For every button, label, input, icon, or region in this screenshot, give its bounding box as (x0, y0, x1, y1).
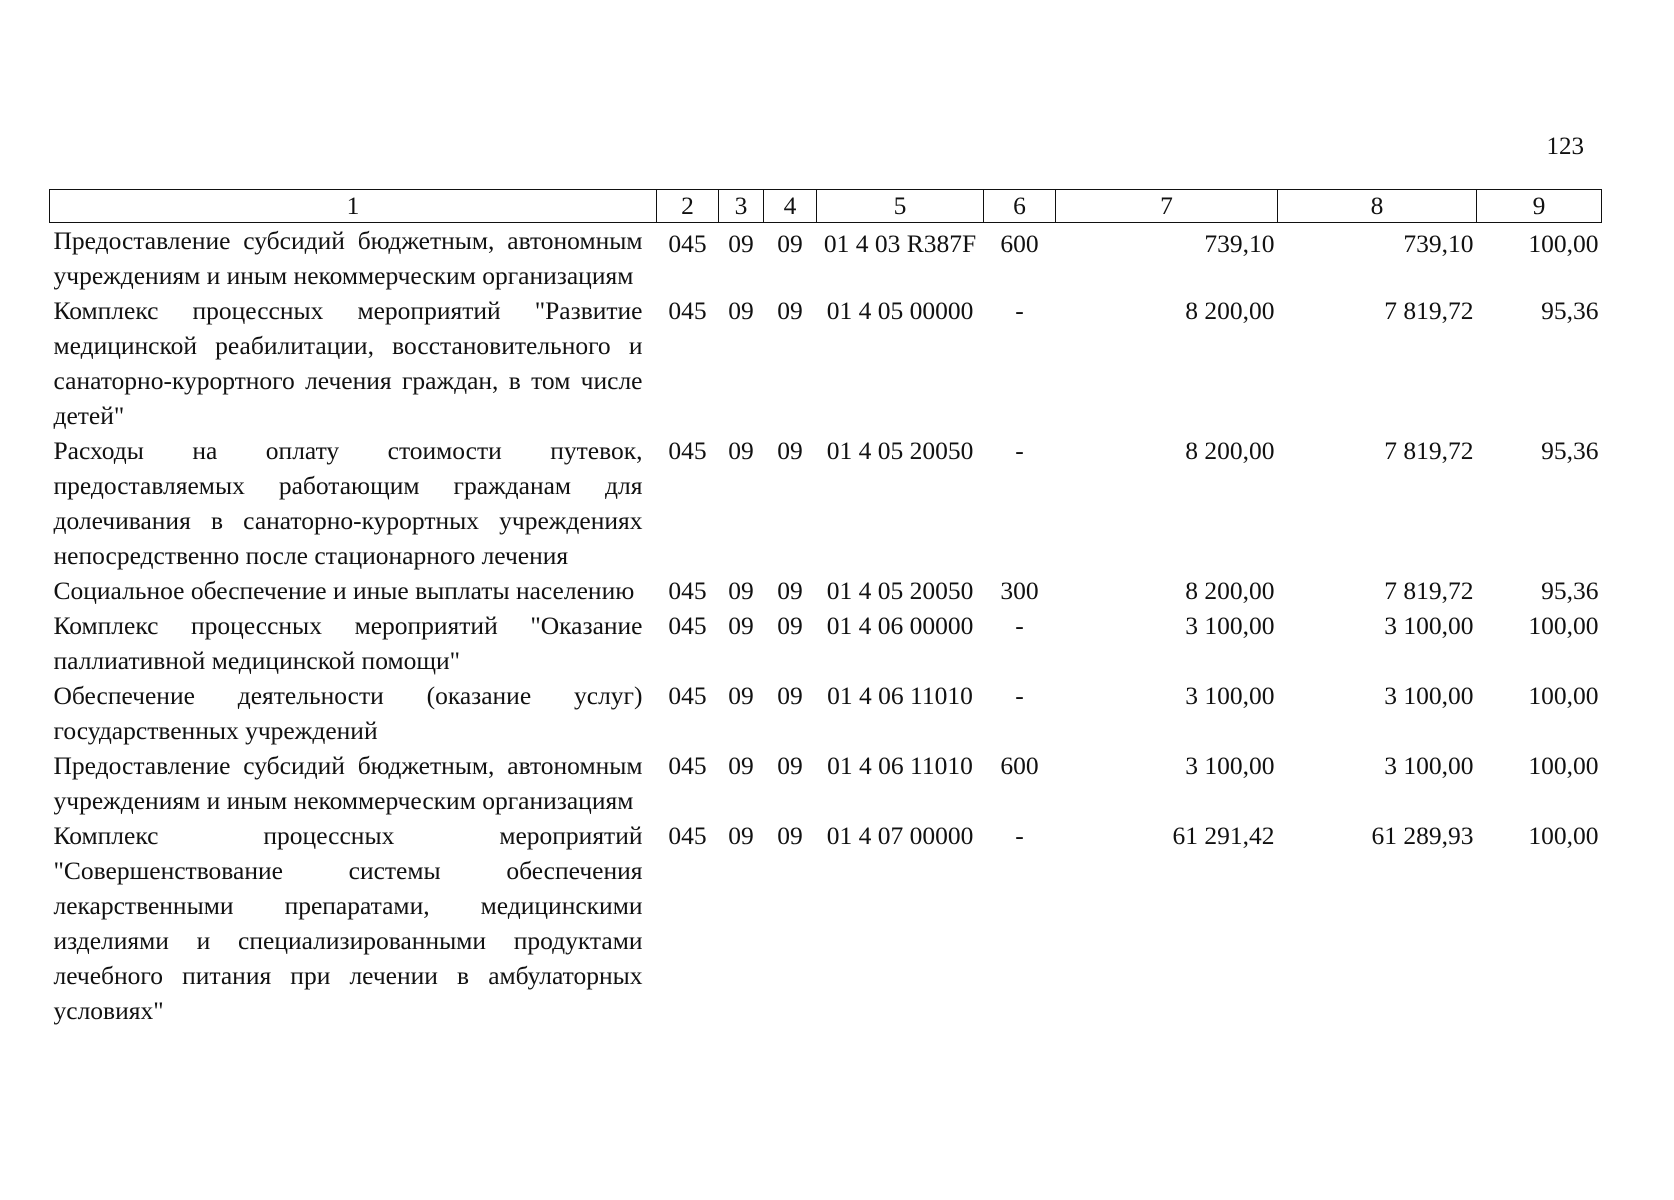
row-actual: 739,10 (1403, 229, 1474, 258)
budget-table (49, 189, 1602, 1028)
row-target: 01 4 06 00000 (826, 611, 974, 640)
row-kind: - (1015, 296, 1024, 325)
row-plan: 739,10 (1204, 229, 1275, 258)
row-percent: 100,00 (1528, 229, 1599, 258)
row-kind: 600 (1000, 229, 1039, 258)
table-row (50, 223, 1602, 294)
row-section: 09 (728, 229, 754, 258)
row-percent: 95,36 (1541, 436, 1599, 465)
row-code: 045 (668, 821, 707, 850)
row-actual: 61 289,93 (1371, 821, 1474, 850)
row-plan: 3 100,00 (1185, 611, 1275, 640)
row-name: Комплекс процессных мероприятий "Совершенствование системы обеспечения лекарственными препаратами, медицинскими изделиями и специализированными продуктами лечебного питания при лечении в амбулаторных условиях" (53, 821, 643, 1025)
row-code: 045 (668, 576, 707, 605)
row-percent: 100,00 (1528, 821, 1599, 850)
row-target: 01 4 05 00000 (826, 296, 974, 325)
header-row (50, 190, 1602, 223)
row-plan: 8 200,00 (1185, 296, 1275, 325)
row-section: 09 (728, 296, 754, 325)
header-cell-1: 1 (50, 190, 657, 223)
row-name: Комплекс процессных мероприятий "Развитие медицинской реабилитации, восстановительного и санаторно-курортного лечения граждан, в том числе детей" (53, 296, 643, 430)
table-row (50, 748, 1602, 818)
row-target: 01 4 03 R387F (823, 229, 977, 258)
table-row (50, 573, 1602, 608)
row-actual: 3 100,00 (1384, 681, 1474, 710)
row-plan: 3 100,00 (1185, 681, 1275, 710)
row-name: Расходы на оплату стоимости путевок, предоставляемых работающим гражданам для долечивания в санаторно-курортных учреждениях непосредственно после стационарного лечения (53, 436, 643, 570)
row-name: Комплекс процессных мероприятий "Оказание паллиативной медицинской помощи" (53, 611, 643, 675)
header-cell-8: 8 (1278, 190, 1477, 223)
row-section: 09 (728, 436, 754, 465)
row-plan: 8 200,00 (1185, 576, 1275, 605)
table-row (50, 818, 1602, 1028)
row-subsection: 09 (777, 296, 803, 325)
row-subsection: 09 (777, 751, 803, 780)
row-subsection: 09 (777, 576, 803, 605)
row-actual: 7 819,72 (1384, 576, 1474, 605)
table-row (50, 433, 1602, 573)
row-percent: 95,36 (1541, 576, 1599, 605)
row-section: 09 (728, 681, 754, 710)
row-actual: 7 819,72 (1384, 296, 1474, 325)
header-cell-7: 7 (1056, 190, 1278, 223)
row-target: 01 4 07 00000 (826, 821, 974, 850)
row-kind: - (1015, 821, 1024, 850)
row-name: Обеспечение деятельности (оказание услуг) государственных учреждений (53, 681, 643, 745)
row-plan: 3 100,00 (1185, 751, 1275, 780)
row-target: 01 4 06 11010 (827, 681, 973, 710)
header-cell-6: 6 (984, 190, 1056, 223)
row-kind: - (1015, 436, 1024, 465)
row-plan: 61 291,42 (1172, 821, 1275, 850)
row-name: Предоставление субсидий бюджетным, автономным учреждениям и иным некоммерческим организациям (53, 751, 643, 815)
row-subsection: 09 (777, 821, 803, 850)
page-number: 123 (1546, 133, 1584, 160)
row-section: 09 (728, 611, 754, 640)
row-code: 045 (668, 229, 707, 258)
row-subsection: 09 (777, 611, 803, 640)
row-section: 09 (728, 576, 754, 605)
row-code: 045 (668, 611, 707, 640)
row-section: 09 (728, 821, 754, 850)
table-row (50, 293, 1602, 433)
header-cell-3: 3 (719, 190, 764, 223)
row-percent: 100,00 (1528, 751, 1599, 780)
row-kind: 300 (1000, 576, 1039, 605)
row-target: 01 4 06 11010 (827, 751, 973, 780)
table-row (50, 678, 1602, 748)
row-subsection: 09 (777, 436, 803, 465)
row-name: Предоставление субсидий бюджетным, автономным учреждениям и иным некоммерческим организациям (53, 226, 643, 290)
row-code: 045 (668, 681, 707, 710)
header-cell-5: 5 (817, 190, 984, 223)
row-code: 045 (668, 436, 707, 465)
row-target: 01 4 05 20050 (826, 576, 974, 605)
row-code: 045 (668, 296, 707, 325)
row-target: 01 4 05 20050 (826, 436, 974, 465)
header-cell-4: 4 (764, 190, 817, 223)
row-kind: - (1015, 681, 1024, 710)
row-percent: 100,00 (1528, 611, 1599, 640)
row-actual: 3 100,00 (1384, 611, 1474, 640)
row-kind: - (1015, 611, 1024, 640)
row-subsection: 09 (777, 681, 803, 710)
table-row (50, 608, 1602, 678)
row-actual: 3 100,00 (1384, 751, 1474, 780)
row-subsection: 09 (777, 229, 803, 258)
row-plan: 8 200,00 (1185, 436, 1275, 465)
row-percent: 100,00 (1528, 681, 1599, 710)
row-name: Социальное обеспечение и иные выплаты населению (53, 576, 635, 605)
header-cell-2: 2 (657, 190, 719, 223)
row-percent: 95,36 (1541, 296, 1599, 325)
row-actual: 7 819,72 (1384, 436, 1474, 465)
row-section: 09 (728, 751, 754, 780)
row-code: 045 (668, 751, 707, 780)
header-cell-9: 9 (1477, 190, 1602, 223)
row-kind: 600 (1000, 751, 1039, 780)
